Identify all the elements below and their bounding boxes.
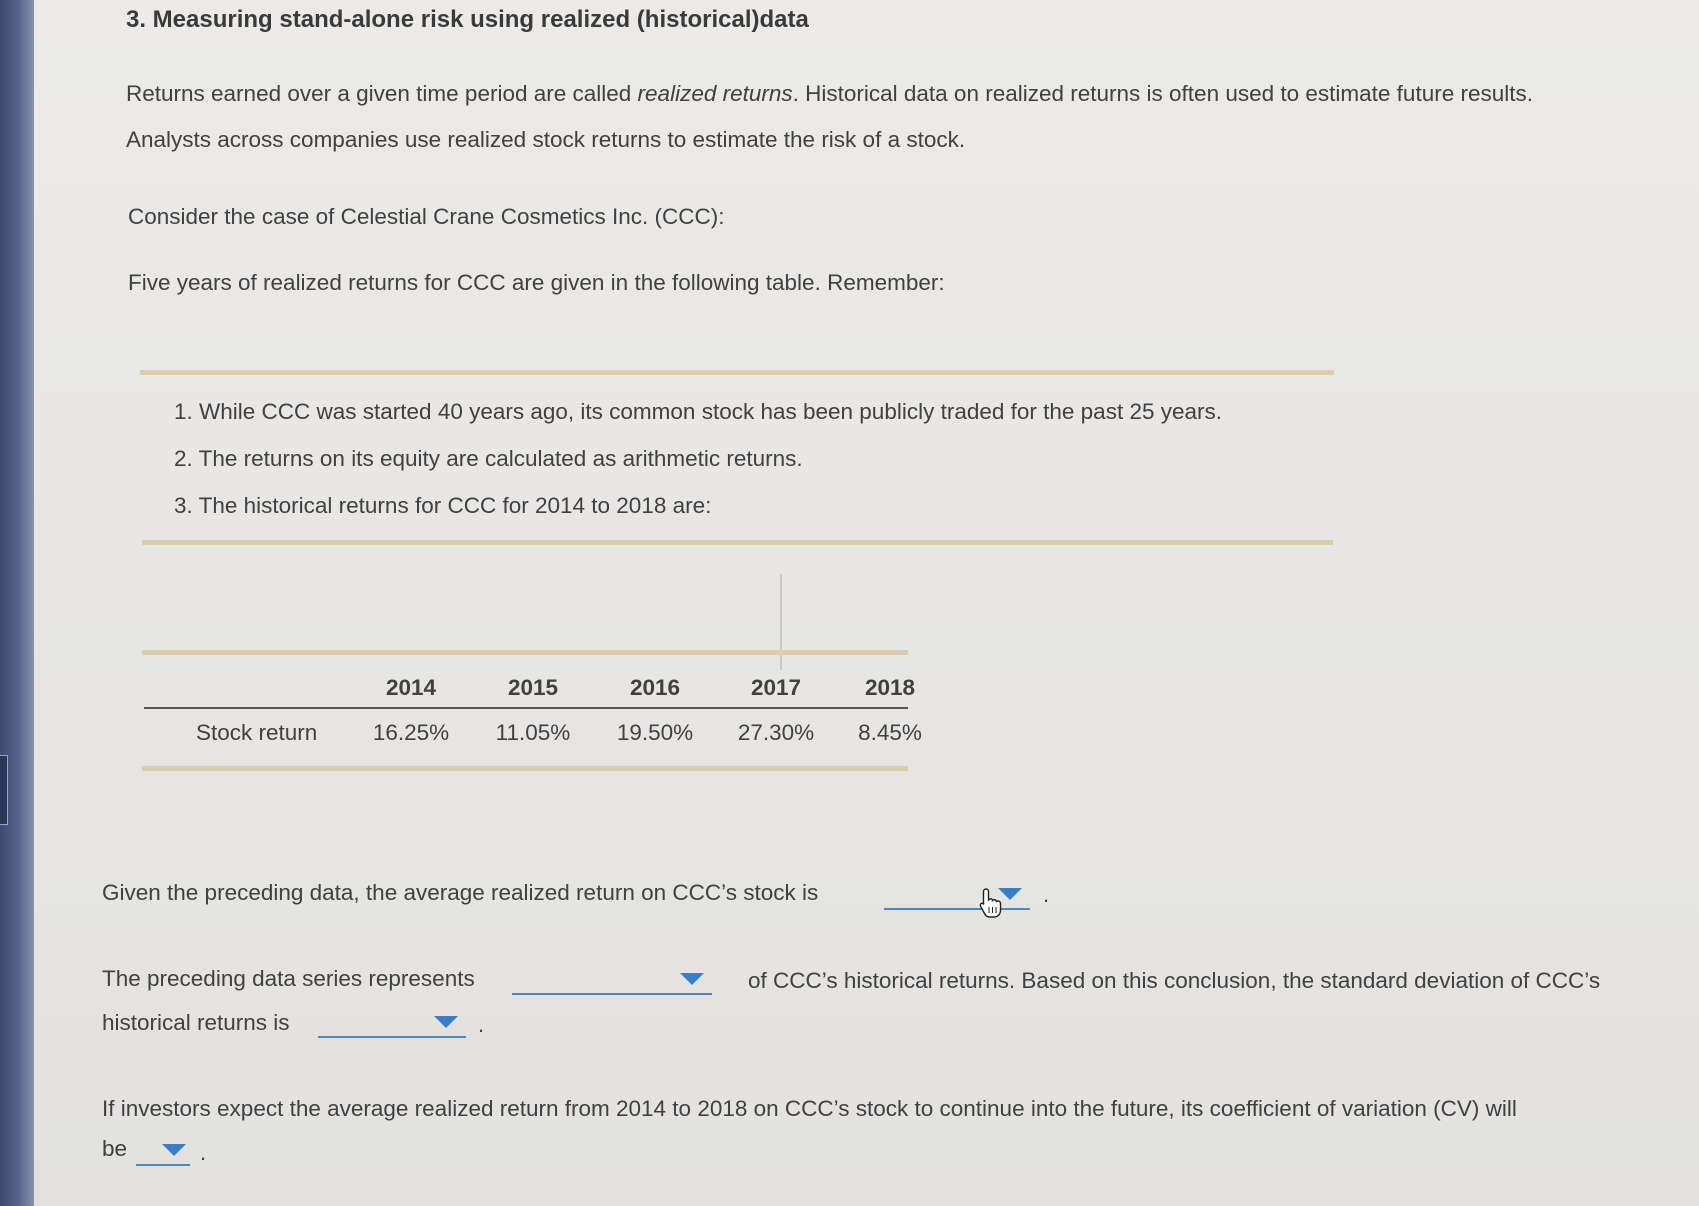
- table-header: [176, 668, 350, 708]
- intro-italic-term: realized returns: [637, 81, 793, 106]
- table-header: 2014: [385, 675, 437, 700]
- q2-line-2: historical returns is: [102, 1010, 290, 1035]
- table-header: 2018: [864, 675, 916, 700]
- q1-period: .: [1043, 882, 1050, 907]
- cv-dropdown[interactable]: [136, 1138, 190, 1166]
- left-window-edge: [0, 0, 34, 1206]
- case-line: Consider the case of Celestial Crane Cosmetics Inc. (CCC):: [128, 204, 725, 229]
- table-row: [176, 708, 944, 758]
- row-label: Stock return: [196, 720, 318, 745]
- std-deviation-dropdown[interactable]: [318, 1010, 466, 1038]
- table-header: 2015: [507, 675, 559, 700]
- q3-line-1: If investors expect the average realized return from 2014 to 2018 on CCC’s stock to continue into the future, its coefficient of variation (CV) will: [102, 1096, 1517, 1121]
- returns-table: [176, 668, 944, 758]
- chevron-down-icon: [680, 973, 704, 985]
- q2-text-before: The preceding data series represents: [102, 966, 475, 991]
- q3-line-2: be: [102, 1136, 128, 1161]
- data-series-dropdown[interactable]: [512, 967, 712, 995]
- paper-crease: [780, 574, 782, 670]
- remember-item: 3. The historical returns for CCC for 2014 to 2018 are:: [174, 493, 712, 518]
- q1-text: Given the preceding data, the average realized return on CCC’s stock is: [102, 880, 819, 905]
- edge-tab: [0, 755, 8, 825]
- table-bottom-rule: [142, 766, 908, 771]
- remember-item: 1. While CCC was started 40 years ago, its common stock has been publicly traded for the past 25 years.: [174, 399, 1222, 424]
- intro-text-a: Returns earned over a given time period are called: [126, 81, 638, 106]
- remember-list: [174, 390, 1222, 531]
- table-cell: 16.25%: [372, 720, 450, 745]
- q3-period: .: [200, 1140, 207, 1165]
- table-header-row: [176, 668, 944, 708]
- remember-bottom-rule: [142, 540, 1333, 545]
- table-cell: 19.50%: [616, 720, 694, 745]
- average-return-dropdown[interactable]: [884, 882, 1030, 910]
- intro-line-2: Analysts across companies use realized stock returns to estimate the risk of a stock.: [126, 127, 966, 152]
- section-heading: 3. Measuring stand-alone risk using realized (historical)data: [126, 6, 809, 33]
- table-top-rule: [142, 650, 908, 655]
- hand-pointer-icon: [978, 887, 1004, 919]
- intro-line-1: [126, 71, 1533, 117]
- table-header: 2017: [750, 675, 802, 700]
- chevron-down-icon: [162, 1144, 186, 1156]
- remember-item: 2. The returns on its equity are calculated as arithmetic returns.: [174, 446, 803, 471]
- chevron-down-icon: [434, 1016, 458, 1028]
- five-years-line: Five years of realized returns for CCC are given in the following table. Remember:: [128, 270, 945, 295]
- table-cell: 11.05%: [495, 720, 571, 745]
- remember-top-rule: [140, 370, 1334, 375]
- q2-text-after: of CCC’s historical returns. Based on this conclusion, the standard deviation of CCC’s: [748, 968, 1601, 993]
- table-header: 2016: [629, 675, 681, 700]
- intro-text-b: . Historical data on realized returns is often used to estimate future results.: [792, 81, 1533, 106]
- q2-period: .: [478, 1012, 485, 1037]
- table-cell: 27.30%: [737, 720, 815, 745]
- table-cell: 8.45%: [858, 720, 922, 745]
- page: [34, 0, 1699, 1206]
- table-header-underline: [144, 707, 908, 709]
